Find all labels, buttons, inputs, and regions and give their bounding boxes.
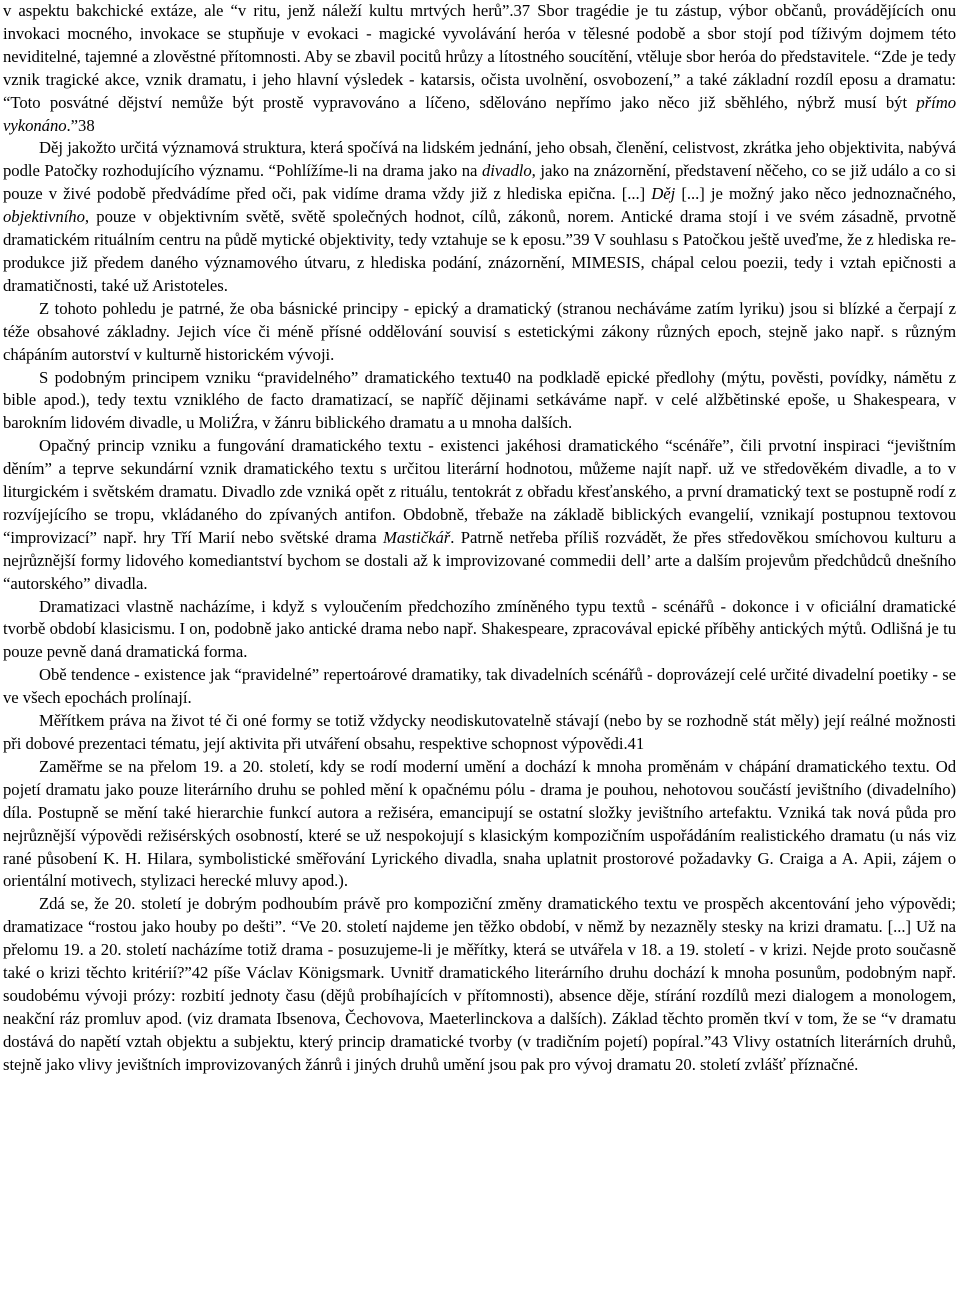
paragraph bbox=[3, 0, 956, 137]
text-run: Dramatizaci vlastně nacházíme, i když s vyloučením předchozího zmíněného typu textů - scénářů - dokonce i v oficiální dramatické tvorbě období klasicismu. I on, podobně jako antické drama nebo např. Shakespeare, zpracovával epické příběhy antických mýtů. Odlišná je tu pouze pevně daná dramatická forma. bbox=[3, 596, 956, 662]
text-run: Z tohoto pohledu je patrné, že oba básnické principy - epický a dramatický (stranou necháváme zatím lyriku) jsou si blízké a čerpají z téže obsahové základny. Jejich více či méně přísné oddělování souvisí s estetickými zákony různých epoch, stejně jako např. s různým chápáním autorství v kulturně historickém vývoji. bbox=[3, 298, 956, 364]
paragraph bbox=[3, 596, 956, 665]
text-run: v aspektu bakchické extáze, ale “v ritu, jenž náleží kultu mrtvých herů”.37 Sbor tragédie je tu zástup, výbor občanů, provádějících onu invokaci mocného, invokace se stupňuje v evokaci - magické vyvolávání heróa v tělesné podobě a sbor stojí pod tíživým dojmem této neviditelné, tajemné a zlověstné přítomnosti. Aby se zbavil pocitů hrůzy a lítostného soucítění, vtěluje sbor heróa do představitele. “Zde je tedy vznik tragické akce, vznik dramatu, i jeho hlavní výsledek - katarsis, očista uvolnění, osvobození,” a také základní rozdíl eposu a dramatu: “Toto posvátné dějství nemůže být prostě vypravováno a líčeno, sdělováno nepřímo jako něco již sběhlého, nýbrž musí být bbox=[3, 1, 956, 112]
italic-text: Mastičkář bbox=[383, 527, 451, 547]
italic-text: Děj bbox=[651, 184, 676, 204]
text-run: . Patrně netřeba příliš rozvádět, že přes středověkou smíchovou kulturu a nejrůznější formy lidového komediantství bychom se dostali až k improvizované commedii dell’ arte a dalším projevům předchůdců dnešního “autorského” divadla. bbox=[3, 527, 956, 593]
paragraph bbox=[3, 710, 956, 756]
text-run: Zdá se, že 20. století je dobrým podhoubím právě pro kompoziční změny dramatického textu ve prospěch akcentování jeho výpovědi; dramatizace “rostou jako houby po dešti”. “Ve 20. století najdeme jen těžko období, v němž by nezazněly stesky na krizi dramatu. [...] Už na přelomu 19. a 20. století nacházíme totiž drama - posuzujeme-li je měřítky, která se utvářela v 18. a 19. století - v krizi. Nejde proto současně také o krizi těchto kritérií?”42 píše Václav Königsmark. Uvnitř dramatického literárního druhu dochází k mnoha posunům, podobným např. soudobému vývoji prózy: rozbití jednoty času (dějů probíhajících v přítomnosti), absence děje, stírání rozdílů mezi dialogem a monologem, neakční ráz promluv apod. (viz dramata Ibsenova, Čechovova, Maeterlinckova a dalších). Základ těchto proměn tkví v tom, že se “v dramatu dostává do napětí vztah objektu a subjektu, který princip dramatické tvorby (v tradičním pojetí) popíral.”43 Vlivy ostatních literárních druhů, stejně jako vlivy jevištních improvizovaných žánrů i jiných druhů umění jsou pak pro vývoj dramatu 20. století zvlášť příznačné. bbox=[3, 894, 956, 1074]
paragraph bbox=[3, 664, 956, 710]
paragraph bbox=[3, 893, 956, 1076]
text-run: , jako na znázornění, představení něčeho, co se již událo a co si pouze v živé podobě předvádíme před oči, pak vidíme drama vždy již z hlediska epična. [...] bbox=[3, 161, 957, 204]
text-run: Opačný princip vzniku a fungování dramatického textu - existenci jakéhosi dramatického “scénáře”, čili prvotní inspiraci “jevištním děním” a teprve sekundární vznik dramatického textu s určitou literární hodnotou, můžeme najít např. už ve středověkém divadle, a to v liturgickém i světském dramatu. Divadlo zde vzniká opět z rituálu, tentokrát z obřadu křesťanského, a první dramatický text se postupně rodí z rozvíjejícího se tropu, vkládaného do zpívaných antifon. Obdobně, třebaže na základě biblických evangelií, vznikají postupnou textovou “improvizací” např. hry Tří Marií nebo světské drama bbox=[3, 436, 956, 547]
italic-text: divadlo bbox=[481, 161, 532, 181]
paragraph bbox=[3, 298, 956, 367]
text-run: Obě tendence - existence jak “pravidelné” repertoárové dramatiky, tak divadelních scénářů - doprovázejí celé určité divadelní poetiky - se ve všech epochách prolínají. bbox=[3, 665, 956, 708]
paragraph bbox=[3, 137, 956, 297]
italic-text: objektivního bbox=[3, 207, 85, 227]
text-run: Měřítkem práva na život té či oné formy se totiž vždycky neodiskutovatelně stávají (nebo by se rozhodně stát měly) její reálné možnosti při dobové prezentaci tématu, její aktivita při utváření obsahu, respektive schopnost výpovědi.41 bbox=[3, 711, 956, 753]
text-run: , pouze v objektivním světě, světě společných hodnot, cílů, zákonů, norem. Antické drama stojí i ve svém zásadně, prvotně dramatickém rituálním centru na půdě mytické objektivity, tedy vztahuje se k eposu.”39 V souhlasu s Patočkou ještě uveďme, že z hlediska re-produkce již předem daného významového útvaru, z hlediska podání, znázornění, MIMESIS, chápal celou poezii, tedy i vztah epičnosti a dramatičnosti, také už Aristoteles. bbox=[3, 207, 956, 295]
text-run: Zaměřme se na přelom 19. a 20. století, kdy se rodí moderní umění a dochází k mnoha proměnám v chápání dramatického textu. Od pojetí dramatu jako pouze literárního druhu se pohled mění k opačnému pólu - drama je pouhou, nehotovou součástí jevištního (divadelního) díla. Postupně se mění také hierarchie funkcí autora a režiséra, emancipují se ostatní složky jevištního artefaktu. Vzniká tak nová půda pro nejrůznější výpovědi režisérských osobností, které se už nespokojují s klasickým kompozičním uspořádáním realistického dramatu (u nás viz rané působení K. H. Hilara, symbolistické směřování Lyrického divadla, snaha uplatnit prostorové požadavky G. Craiga a A. Apii, zájem o orientální motivech, stylizaci herecké mluvy apod.). bbox=[3, 756, 956, 891]
text-run: Děj jakožto určitá významová struktura, která spočívá na lidském jednání, jeho obsah, členění, celistvost, zkrátka jeho objektivita, nabývá podle Patočky rozhodujícího významu. “Pohlížíme-li na drama jako na bbox=[3, 138, 956, 181]
text-run: [...] je možný jako něco jednoznačného, bbox=[675, 184, 956, 204]
paragraph bbox=[3, 367, 956, 436]
text-run: .”38 bbox=[66, 115, 95, 135]
paragraph bbox=[3, 435, 956, 595]
paragraph bbox=[3, 756, 956, 893]
italic-text: přímo vykonáno bbox=[3, 92, 956, 135]
text-run: S podobným principem vzniku “pravidelného” dramatického textu40 na podkladě epické předlohy (mýtu, pověsti, povídky, námětu z bible apod.), tedy textu vzniklého de facto dramatizací, se napříč dějinami setkáváme např. v celé alžbětinské epoše, u Shakespeara, v barokním lidovém divadle, u MoliŹra, v žánru biblického dramatu a u mnoha dalších. bbox=[3, 367, 956, 433]
